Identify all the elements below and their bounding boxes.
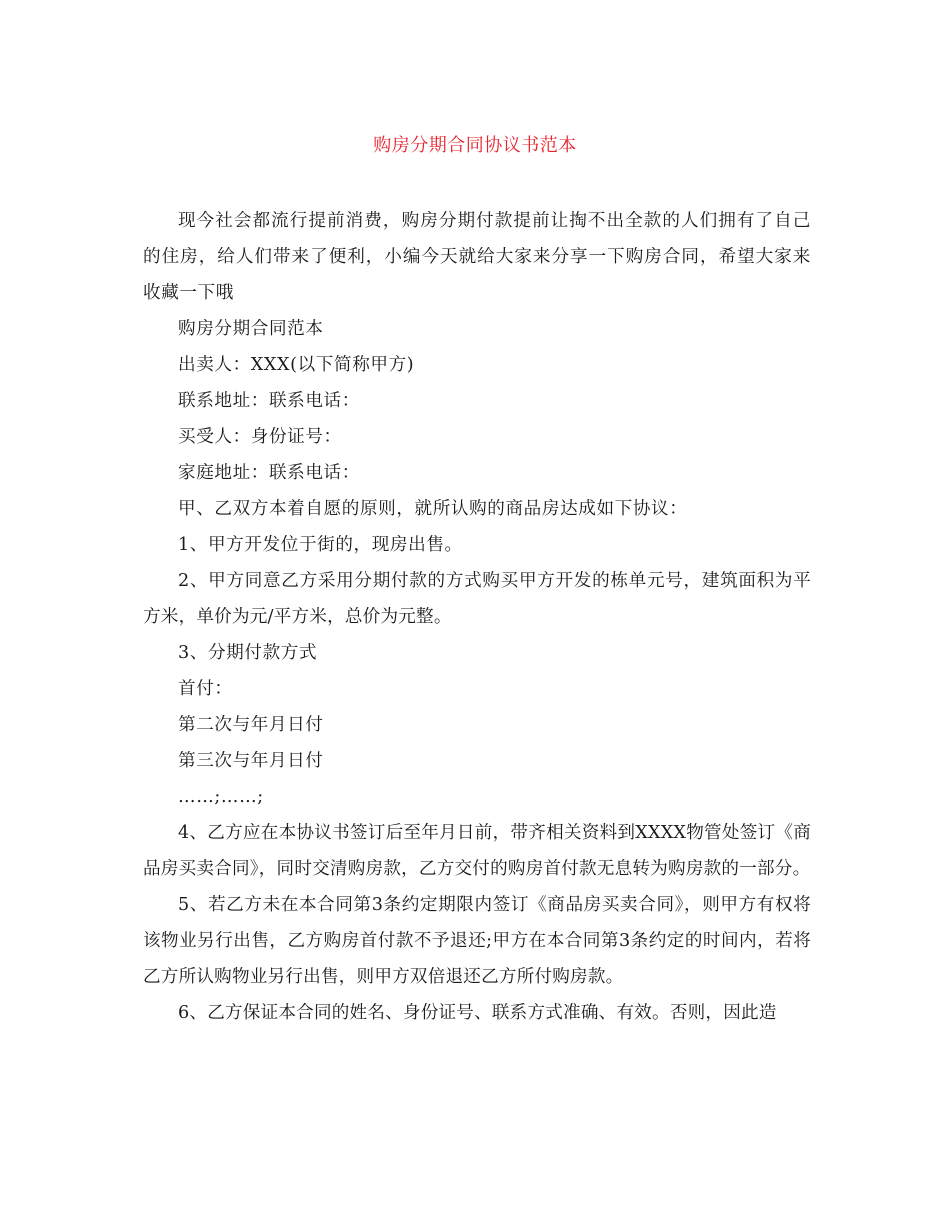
third-payment-line: 第三次与年月日付 [178, 751, 324, 771]
clause-3: 3、分期付款方式 [178, 643, 318, 663]
contract-subtitle: 购房分期合同范本 [178, 319, 324, 339]
seller-contact-line: 联系地址：联系电话： [178, 391, 360, 411]
seller-line: 出卖人：XXX(以下简称甲方) [178, 355, 415, 375]
buyer-contact-line: 家庭地址：联系电话： [178, 463, 360, 483]
second-payment-line: 第二次与年月日付 [178, 715, 324, 735]
clause-1: 1、甲方开发位于街的，现房出售。 [178, 535, 463, 555]
document-body [143, 203, 811, 1031]
clause-4: 4、乙方应在本协议书签订后至年月日前，带齐相关资料到XXXX物管处签订《商品房买卖合同》，同时交清购房款，乙方交付的购房首付款无息转为购房款的一部分。 [143, 823, 811, 879]
document-title: 购房分期合同协议书范本 [373, 135, 577, 156]
clause-5: 5、若乙方未在本合同第3条约定期限内签订《商品房买卖合同》，则甲方有权将该物业另行出售，乙方购房首付款不予退还;甲方在本合同第3条约定的时间内，若将乙方所认购物业另行出售，则甲方双倍退还乙方所付购房款。 [143, 895, 811, 987]
clause-2: 2、甲方同意乙方采用分期付款的方式购买甲方开发的栋单元号，建筑面积为平方米，单价为元/平方米，总价为元整。 [143, 571, 811, 627]
intro-paragraph: 现今社会都流行提前消费，购房分期付款提前让掏不出全款的人们拥有了自己的住房，给人们带来了便利，小编今天就给大家来分享一下购房合同，希望大家来收藏一下哦 [143, 211, 811, 303]
agreement-preamble: 甲、乙双方本着自愿的原则，就所认购的商品房达成如下协议： [178, 499, 688, 519]
buyer-line: 买受人：身份证号： [178, 427, 342, 447]
down-payment-line: 首付： [178, 679, 233, 699]
ellipsis-line: ……;……; [178, 787, 264, 807]
clause-6: 6、乙方保证本合同的姓名、身份证号、联系方式准确、有效。否则，因此造 [178, 1003, 777, 1023]
